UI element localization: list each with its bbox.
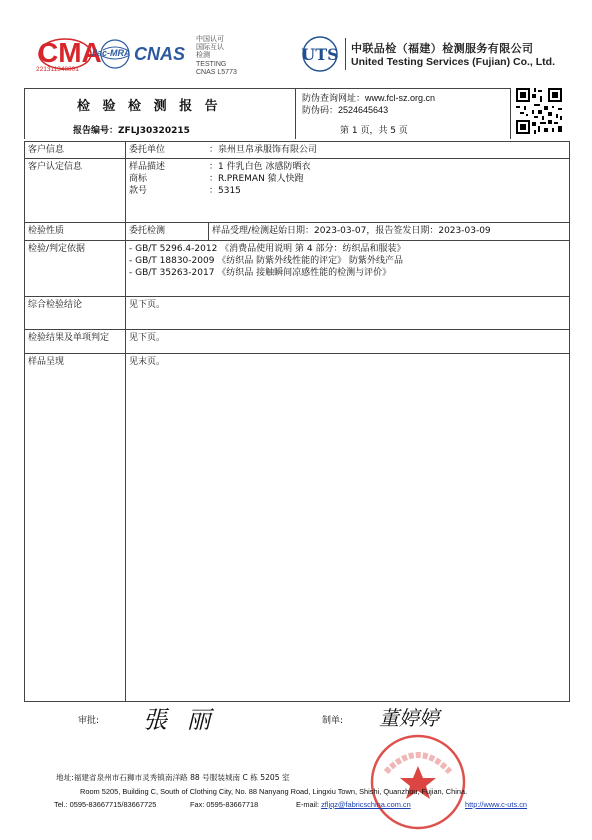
brand-value: ：R.PREMAN 猿人快跑: [209, 174, 304, 184]
conclusion-value: 见下页。: [126, 297, 570, 330]
ilac-mra-text: ilac-MRA: [92, 48, 131, 58]
approver-label: 审批:: [78, 716, 100, 726]
cnas-logo: CNAS: [134, 44, 186, 64]
row-client: [25, 142, 570, 159]
company-name-cn: 中联品检（福建）检测服务有限公司: [351, 42, 534, 55]
cma-code: 221311340001: [36, 66, 79, 73]
website-link[interactable]: http://www.c-uts.cn: [465, 800, 528, 809]
row-client-confirmed: [25, 159, 570, 223]
row-nature: [25, 223, 570, 241]
style-no-label: 款号: [129, 186, 148, 196]
standard-item: - GB/T 5296.4-2012 《消费品使用说明 第 4 部分：纺织品和服装》: [129, 244, 406, 254]
approver-signature: 張 丽: [143, 706, 217, 734]
footer-email: E-mail: zfljqz@fabricschina.com.cn: [296, 800, 411, 809]
footer-tel: Tel.: 0595-83667715/83667725: [54, 800, 157, 809]
client-value: ：泉州旦帛承服饰有限公司: [209, 145, 318, 155]
basis-cell: [126, 241, 570, 297]
page-info: 第 1 页，共 5 页: [340, 126, 408, 136]
company-stamp: [368, 732, 468, 832]
cnas-caption: 中国认可 国际互认 检测 TESTING CNAS L5773: [196, 36, 237, 76]
sample-value: 见末页。: [126, 354, 570, 702]
conclusion-label: 综合检验结论: [25, 297, 126, 330]
nature-cell: [126, 223, 570, 241]
uts-logo: [298, 34, 342, 76]
results-value: 见下页。: [126, 330, 570, 354]
standard-item: - GB/T 35263-2017 《纺织品 接触瞬间凉感性能的检测与评价》: [129, 268, 392, 278]
sample-label: 样品呈现: [25, 354, 126, 702]
client-cell: [126, 142, 570, 159]
results-label: 检验结果及单项判定: [25, 330, 126, 354]
verify-url: 防伪查询网址：www.fcl-sz.org.cn: [302, 93, 436, 104]
verify-code: 防伪码：2524645643: [302, 105, 389, 116]
client-confirmed-cell: [126, 159, 570, 223]
report-info-table: [24, 141, 570, 702]
nature-type: 委托检测: [126, 223, 209, 240]
email-link[interactable]: zfljqz@fabricschina.com.cn: [321, 800, 411, 809]
report-number: 报告编号：ZFLJ30320215: [73, 126, 190, 136]
row-basis: [25, 241, 570, 297]
maker-label: 制单:: [322, 716, 344, 726]
footer-fax: Fax: 0595-83667718: [190, 800, 259, 809]
svg-text:CMA: CMA: [38, 37, 102, 68]
footer-address-cn: 地址:福建省泉州市石狮市灵秀镇南洋路 88 号服装城南 C 栋 5205 室: [56, 773, 290, 782]
basis-label: 检验/判定依据: [25, 241, 126, 297]
report-title-box: [24, 88, 296, 139]
nature-dates: 样品受理/检测起始日期：2023-03-07，报告签发日期：2023-03-09: [212, 226, 491, 236]
standard-item: - GB/T 18830-2009 《纺织品 防紫外线性能的评定》 防紫外线产品: [129, 256, 404, 266]
row-conclusion: [25, 297, 570, 330]
brand-label: 商标: [129, 174, 148, 184]
maker-signature: 董婷婷: [379, 706, 439, 730]
qr-code: [514, 86, 564, 136]
row-sample: [25, 354, 570, 702]
sample-desc-label: 样品描述: [129, 162, 166, 172]
report-title: 检 验 检 测 报 告: [77, 99, 222, 114]
row-results: [25, 330, 570, 354]
footer-address-en: Room 5205, Building C, South of Clothing City, No. 88 Nanyang Road, Lingxiu Town, Shishi, Quanzhou, Fujian, China.: [80, 787, 468, 796]
client-sub-label: 委托单位: [129, 145, 166, 155]
nature-label: 检验性质: [25, 223, 126, 241]
company-name-en: United Testing Services (Fujian) Co., Ltd.: [351, 56, 555, 68]
client-label: 客户信息: [25, 142, 126, 159]
style-no-value: ：5315: [209, 186, 241, 196]
svg-text:UTS: UTS: [301, 45, 339, 64]
sample-desc-value: ：1 件乳白色 冰感防晒衣: [209, 162, 311, 172]
verify-box: [294, 88, 511, 139]
client-confirmed-label: 客户认定信息: [25, 159, 126, 223]
uts-divider: [345, 38, 346, 70]
